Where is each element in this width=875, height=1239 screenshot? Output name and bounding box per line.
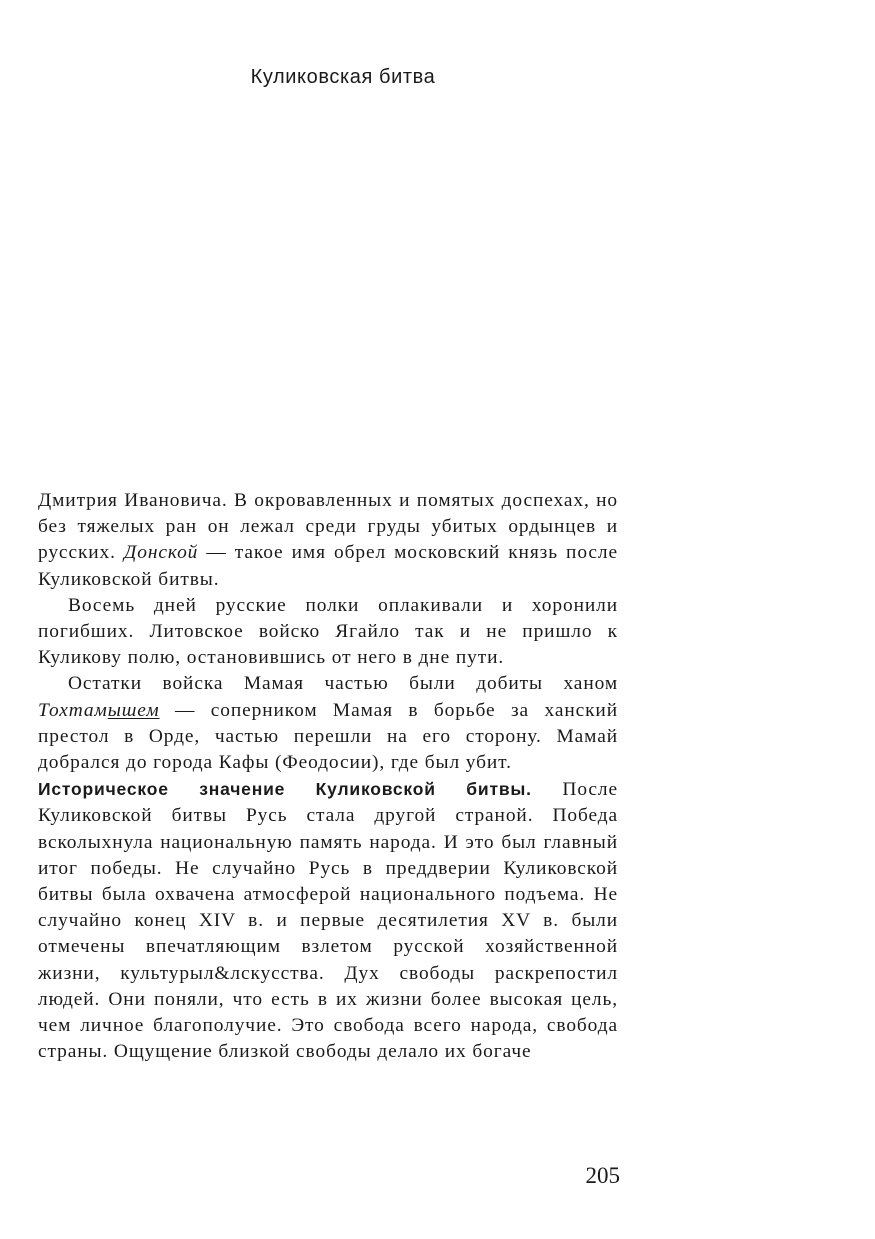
paragraph-4-text: После Куликовской битвы Русь стала другой страной. Победа всколыхнула национальную память народа. И это был главный итог победы. Не случайно Русь в преддверии Куликовской битвы была охвачена атмосферой национального подъема. Не случайно конец XIV в. и первые десятилетия XV в. были отмечены впечатляющим взлетом русской хозяйственной жизни, культурыл&лскусства. Дух свободы раскрепостил людей. Они поняли, что есть в их жизни более высокая цель, чем личное благополучие. Это свобода всего народа, свобода страны. Ощущение близкой свободы делало их богаче [38, 779, 619, 1063]
paragraph-4 [38, 776, 618, 1065]
italic-term-tokhtamysh-part-1: Тохтам [38, 699, 108, 721]
paragraph-3-end: — соперником Мамая в борьбе за ханский престол в Орде, частью перешли на его сторону. Мамай добрался до города Кафы (Феодосии), где был убит. [38, 699, 618, 774]
italic-term-donskoy: Донской [123, 542, 199, 564]
paragraph-1-end: — такое имя обрел московский князь после Куликовской битвы. [38, 542, 618, 590]
paragraph-1 [38, 488, 618, 593]
italic-term-tokhtamysh [38, 700, 160, 721]
paragraph-3-start: Остатки войска Мамая частью были добиты ханом [68, 673, 618, 695]
italic-term-tokhtamysh-underlined: ышем [107, 699, 160, 721]
paragraph-2: Восемь дней русские полки оплакивали и хоронили погибших. Литовское войско Ягайло так и не пришло к Куликову полю, остановившись от него в дне пути. [38, 594, 618, 669]
paragraph-3 [38, 671, 618, 776]
section-heading: Историческое значение Куликовской битвы. [38, 779, 532, 800]
main-text [38, 488, 618, 1065]
paragraph-1-start: Дмитрия Ивановича. В окровавленных и помятых доспехах, но без тяжелых ран он лежал среди груды убитых ордынцев и русских. [38, 490, 618, 564]
page-number: 205 [585, 1163, 620, 1188]
running-head-title: Куликовская битва [250, 66, 436, 88]
